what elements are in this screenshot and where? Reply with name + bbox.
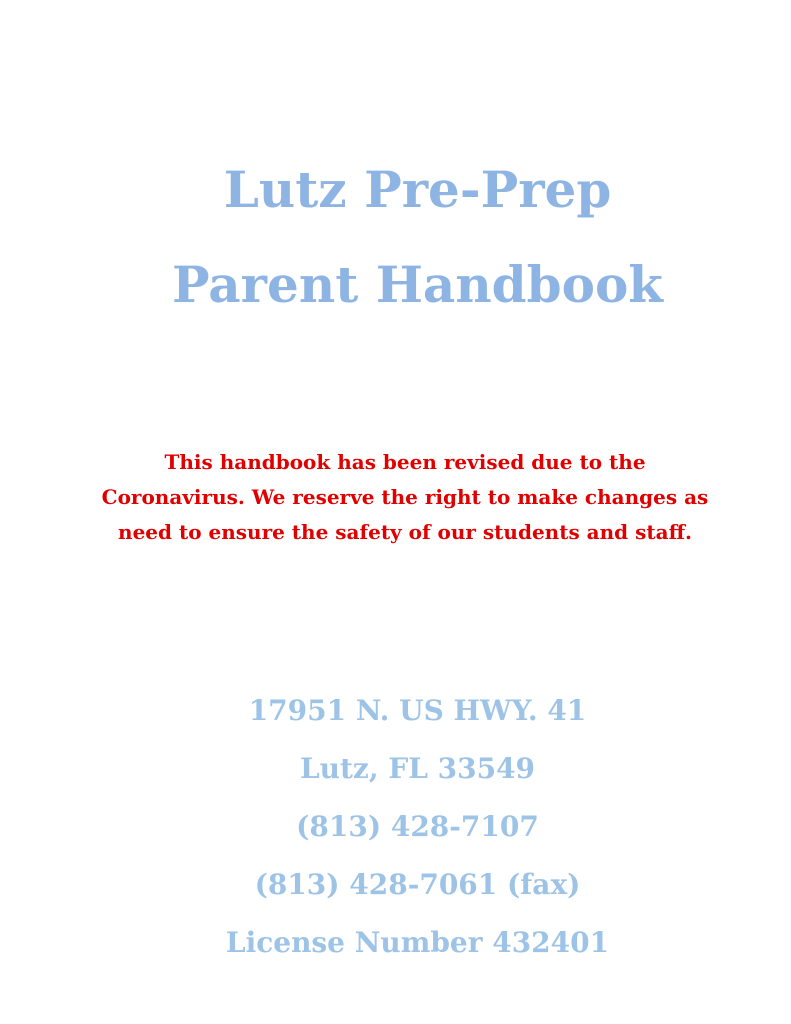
- license-number: License Number 432401: [225, 926, 610, 959]
- revision-notice-line: This handbook has been revised due to the: [164, 450, 646, 474]
- fax-number: (813) 428-7061 (fax): [254, 868, 581, 901]
- revision-notice-line: need to ensure the safety of our students and staff.: [118, 520, 692, 544]
- cover-title-line-1: Lutz Pre-Prep: [223, 160, 612, 219]
- phone-number: (813) 428-7107: [296, 810, 539, 843]
- revision-notice-line: Coronavirus. We reserve the right to make changes as: [101, 485, 709, 509]
- cover-title-line-2: Parent Handbook: [172, 255, 663, 314]
- street-address: 17951 N. US HWY. 41: [248, 694, 587, 727]
- city-state-zip: Lutz, FL 33549: [299, 752, 536, 785]
- revision-notice: [60, 445, 750, 550]
